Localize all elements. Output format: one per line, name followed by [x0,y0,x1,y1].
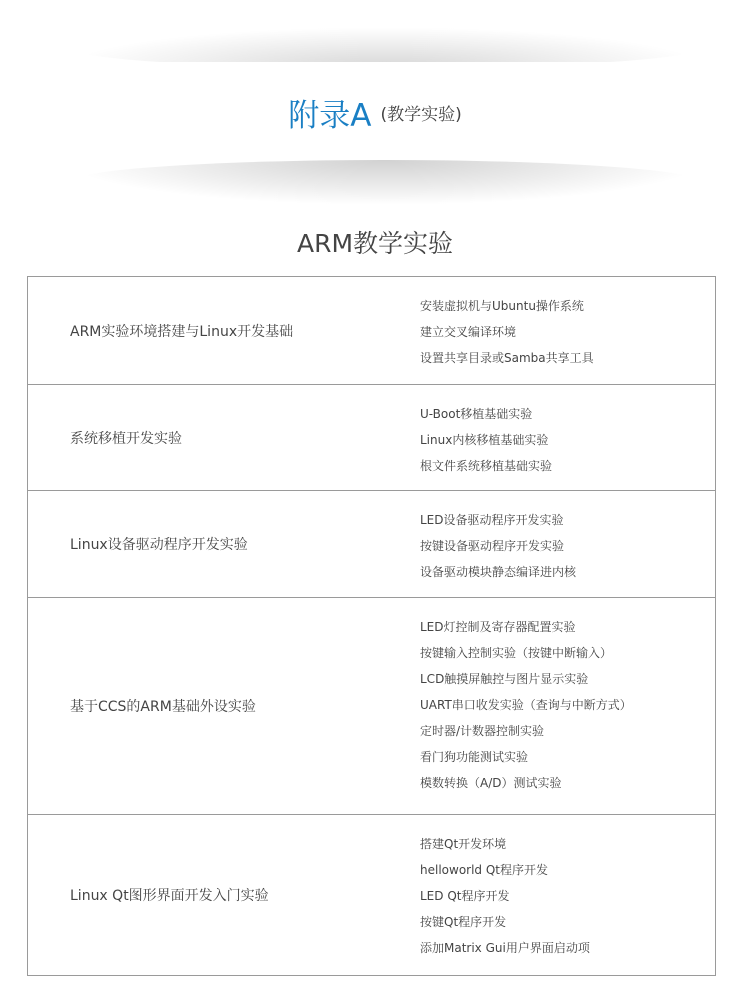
banner-shadow-bottom [70,160,700,204]
row-items [420,401,552,479]
experiment-table [27,276,716,976]
row-items [420,507,576,585]
row-category: Linux Qt图形界面开发入门实验 [70,888,269,904]
row-category: 系统移植开发实验 [70,430,182,447]
list-item: LED Qt程序开发 [420,889,510,903]
list-item: 设置共享目录或Samba共享工具 [420,351,594,365]
list-item: 按键输入控制实验（按键中断输入） [420,646,613,660]
table-row [28,814,715,975]
appendix-title: 附录A [288,98,372,134]
appendix-subtitle: (教学实验) [380,105,462,125]
row-category: Linux设备驱动程序开发实验 [70,537,248,553]
list-item: helloworld Qt程序开发 [420,863,549,877]
table-row [28,597,715,814]
row-items [420,831,590,961]
row-category: 基于CCS的ARM基础外设实验 [70,699,256,715]
list-item: 按键Qt程序开发 [420,915,507,929]
list-item: 看门狗功能测试实验 [420,750,529,764]
list-item: Linux内核移植基础实验 [420,433,549,447]
table-row [28,490,715,597]
list-item: 建立交叉编译环境 [420,325,517,339]
list-item: LCD触摸屏触控与图片显示实验 [420,672,589,686]
list-item: 添加Matrix Gui用户界面启动项 [420,941,590,955]
list-item: 模数转换（A/D）测试实验 [420,776,562,790]
row-category: ARM实验环境搭建与Linux开发基础 [70,323,294,340]
section-title: ARM教学实验 [296,229,454,258]
list-item: LED灯控制及寄存器配置实验 [420,620,576,634]
list-item: 设备驱动模块静态编译进内核 [420,565,577,579]
list-item: 安装虚拟机与Ubuntu操作系统 [420,299,584,313]
table-row [28,384,715,490]
list-item: U-Boot移植基础实验 [420,407,533,421]
table-row [28,277,715,384]
list-item: 定时器/计数器控制实验 [420,724,545,738]
row-items [420,293,594,371]
appendix-heading [0,90,750,135]
list-item: 按键设备驱动程序开发实验 [420,539,565,553]
row-items [420,614,632,796]
list-item: 根文件系统移植基础实验 [420,459,553,473]
list-item: LED设备驱动程序开发实验 [420,513,564,527]
header-banner [0,0,750,215]
list-item: 搭建Qt开发环境 [420,837,507,851]
list-item: UART串口收发实验（查询与中断方式） [420,698,632,712]
